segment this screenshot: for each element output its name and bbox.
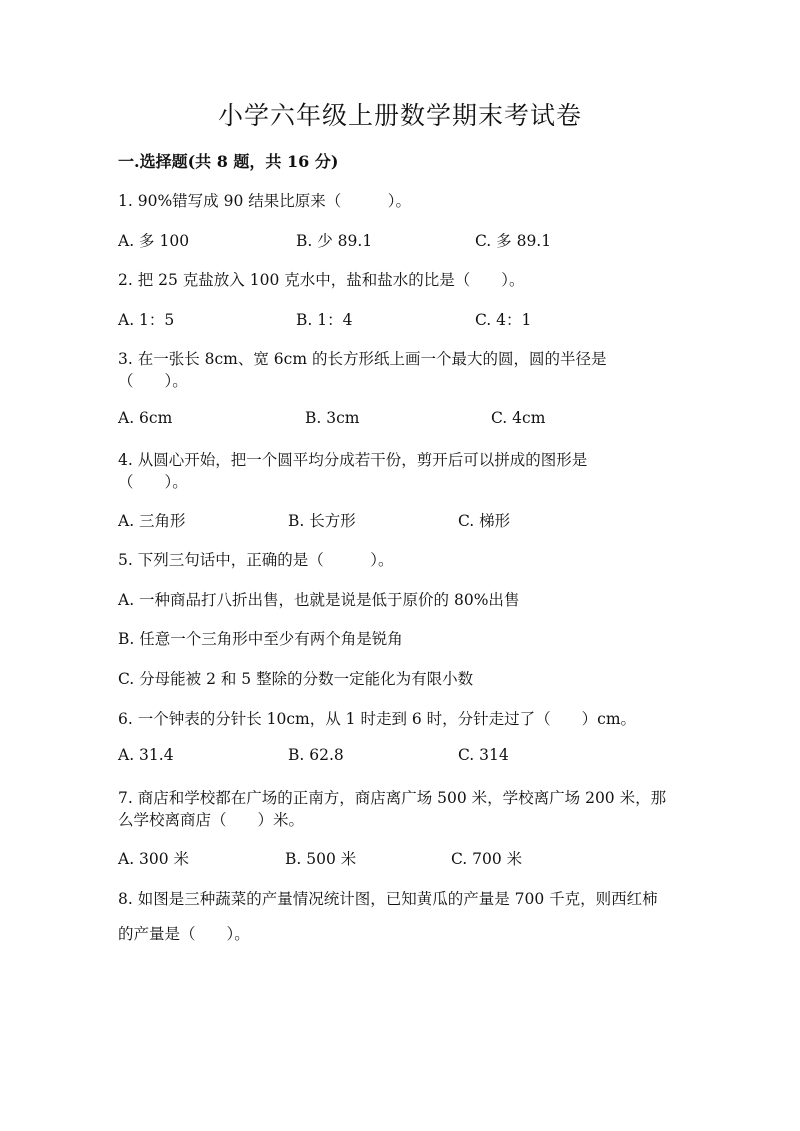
question-7-stem-line-2: 么学校离商店（ ）米。 bbox=[118, 811, 305, 829]
question-5-option-b: B. 任意一个三角形中至少有两个角是锐角 bbox=[118, 630, 403, 648]
question-4-option-a: A. 三角形 bbox=[118, 512, 186, 530]
page-title: 小学六年级上册数学期末考试卷 bbox=[217, 101, 582, 130]
question-5-stem: 5. 下列三句话中，正确的是（ ）。 bbox=[118, 551, 394, 569]
question-4-stem-line-2: （ ）。 bbox=[118, 473, 188, 491]
question-7-option-b: B. 500 米 bbox=[285, 850, 357, 868]
question-8-stem-line-2: 的产量是（ ）。 bbox=[118, 925, 250, 943]
question-5-option-a: A. 一种商品打八折出售，也就是说是低于原价的 80%出售 bbox=[118, 591, 520, 609]
question-7-option-c: C. 700 米 bbox=[451, 850, 523, 868]
question-1-option-c: C. 多 89.1 bbox=[475, 232, 552, 250]
question-3-option-c: C. 4cm bbox=[491, 409, 546, 427]
question-6-stem: 6. 一个钟表的分针长 10cm，从 1 时走到 6 时，分针走过了（ ）cm。 bbox=[118, 710, 637, 728]
question-3-stem-line-1: 3. 在一张长 8cm、宽 6cm 的长方形纸上画一个最大的圆，圆的半径是 bbox=[118, 350, 607, 368]
question-8-stem-line-1: 8. 如图是三种蔬菜的产量情况统计图，已知黄瓜的产量是 700 千克，则西红柿 bbox=[118, 890, 658, 908]
question-1-stem: 1. 90%错写成 90 结果比原来（ ）。 bbox=[118, 192, 411, 210]
question-4-option-c: C. 梯形 bbox=[458, 512, 511, 530]
question-6-option-a: A. 31.4 bbox=[118, 746, 174, 764]
question-6-option-c: C. 314 bbox=[458, 746, 509, 764]
question-1-option-a: A. 多 100 bbox=[118, 232, 190, 250]
question-3-option-a: A. 6cm bbox=[118, 409, 173, 427]
section-heading: 一.选择题(共 8 题，共 16 分) bbox=[118, 152, 339, 171]
question-2-option-c: C. 4：1 bbox=[475, 311, 532, 329]
question-7-option-a: A. 300 米 bbox=[118, 850, 190, 868]
question-5-option-c: C. 分母能被 2 和 5 整除的分数一定能化为有限小数 bbox=[118, 670, 474, 688]
question-1-option-b: B. 少 89.1 bbox=[296, 232, 373, 250]
question-4-option-b: B. 长方形 bbox=[288, 512, 356, 530]
question-2-option-b: B. 1：4 bbox=[296, 311, 353, 329]
question-2-option-a: A. 1：5 bbox=[118, 311, 175, 329]
question-6-option-b: B. 62.8 bbox=[288, 746, 344, 764]
question-3-option-b: B. 3cm bbox=[305, 409, 360, 427]
question-7-stem-line-1: 7. 商店和学校都在广场的正南方，商店离广场 500 米，学校离广场 200 米，那 bbox=[118, 789, 667, 807]
question-4-stem-line-1: 4. 从圆心开始，把一个圆平均分成若干份，剪开后可以拼成的图形是 bbox=[118, 451, 588, 469]
question-2-stem: 2. 把 25 克盐放入 100 克水中，盐和盐水的比是（ ）。 bbox=[118, 271, 525, 289]
question-3-stem-line-2: （ ）。 bbox=[118, 372, 188, 390]
